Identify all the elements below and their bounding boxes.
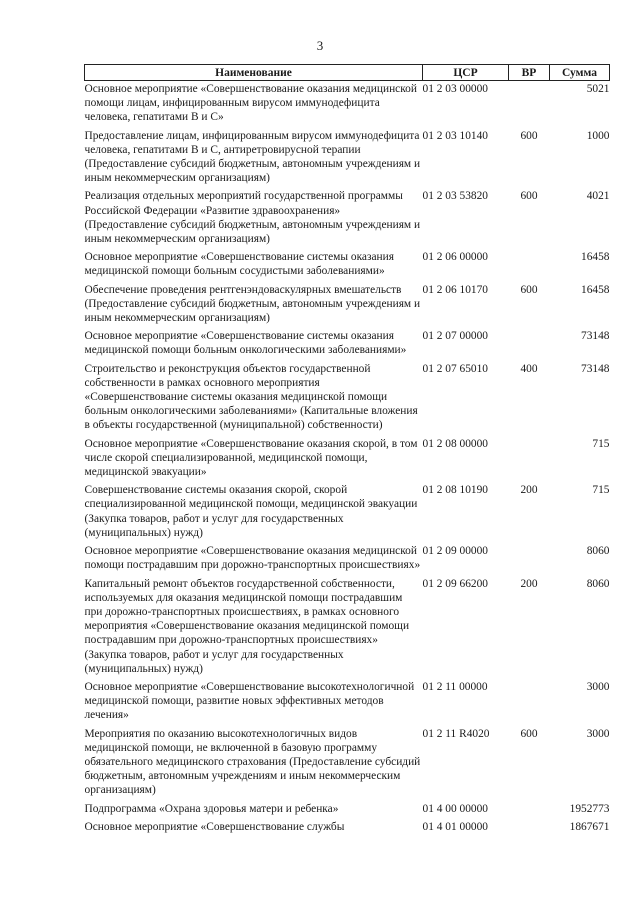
row-name: Основное мероприятие «Совершенствование оказания медицинской помощи лицам, инфицированным вирусом иммунодефицита человека, гепатитами B и C» bbox=[84, 83, 417, 124]
header-name: Наименование bbox=[85, 65, 423, 81]
row-name: Капитальный ремонт объектов государственной собственности, используемых для оказания медицинской помощи пострадавшим при дорожно-транспортных происшествиях, в рамках основного мероприятия «Совершенствование оказания медицинской помощи пострадавшим при дорожно-транспортных происшествиях» (Закупка товаров, работ и услуг для государственных (муниципальных) нужд) bbox=[84, 577, 410, 675]
table-row bbox=[85, 483, 610, 544]
table-row bbox=[85, 577, 610, 680]
row-csr: 01 2 06 10170 bbox=[422, 283, 488, 296]
row-csr: 01 2 09 00000 bbox=[422, 545, 488, 558]
row-name: Основное мероприятие «Совершенствование оказания медицинской помощи пострадавшим при дорожно-транспортных происшествиях» bbox=[84, 545, 421, 572]
row-name: Строительство и реконструкция объектов государственной собственности в рамках основного мероприятия «Совершенствование системы оказания медицинской помощи больным онкологическими заболеваниями» (Капитальные вложения в объекты государственной (муниципальной) собственности) bbox=[84, 362, 418, 432]
row-sum: 3000 bbox=[586, 680, 610, 693]
row-sum: 1952773 bbox=[569, 802, 610, 815]
page-number: 3 bbox=[316, 38, 324, 53]
table-row bbox=[85, 820, 610, 838]
row-sum: 1867671 bbox=[569, 820, 610, 833]
row-csr: 01 4 00 00000 bbox=[422, 802, 488, 815]
row-csr: 01 2 09 66200 bbox=[422, 577, 488, 590]
row-vr bbox=[509, 802, 550, 820]
table-row bbox=[85, 437, 610, 484]
row-vr bbox=[509, 820, 550, 838]
row-vr: 200 bbox=[520, 577, 538, 590]
row-sum: 5021 bbox=[586, 83, 610, 95]
table-row bbox=[85, 727, 610, 802]
row-sum: 73148 bbox=[581, 330, 610, 343]
table-row bbox=[85, 362, 610, 437]
table-header-row bbox=[85, 65, 610, 81]
table-row bbox=[85, 544, 610, 576]
row-csr: 01 2 11 R4020 bbox=[422, 727, 490, 740]
row-name: Основное мероприятие «Совершенствование системы оказания медицинской помощи больным онкологическими заболеваниями» bbox=[84, 330, 407, 357]
row-vr: 400 bbox=[520, 362, 538, 375]
row-name: Основное мероприятие «Совершенствование оказания скорой, в том числе скорой специализированной, медицинской помощи, медицинской эвакуации» bbox=[84, 437, 418, 479]
row-name: Основное мероприятие «Совершенствование высокотехнологичной медицинской помощи, развитие новых эффективных методов лечения» bbox=[84, 680, 415, 722]
row-sum: 715 bbox=[592, 437, 610, 450]
row-sum: 16458 bbox=[581, 251, 610, 264]
row-vr bbox=[509, 81, 550, 129]
row-sum: 1000 bbox=[586, 129, 610, 142]
row-name: Реализация отдельных мероприятий государственной программы Российской Федерации «Развитие здравоохранения» (Предоставление субсидий бюджетным, автономным учреждениям и иным некоммерческим организациям) bbox=[84, 190, 421, 246]
row-csr: 01 4 01 00000 bbox=[422, 820, 488, 833]
row-sum: 8060 bbox=[586, 577, 610, 590]
table-row bbox=[85, 680, 610, 727]
row-sum: 3000 bbox=[586, 727, 610, 740]
table-row bbox=[85, 802, 610, 820]
table-row bbox=[85, 189, 610, 250]
row-csr: 01 2 07 00000 bbox=[422, 330, 488, 343]
row-name: Совершенствование системы оказания скорой, скорой специализированной медицинской помощи, медицинской эвакуации (Закупка товаров, работ и услуг для государственных (муниципальных) нужд) bbox=[84, 484, 418, 539]
row-sum: 8060 bbox=[586, 545, 610, 558]
row-name: Мероприятия по оказанию высокотехнологичных видов медицинской помощи, не включенной в базовую программу обязательного медицинского страхования (Предоставление субсидий бюджетным, автономным учреждениям и иным некоммерческим организациям) bbox=[84, 727, 421, 797]
row-csr: 01 2 11 00000 bbox=[422, 680, 488, 693]
row-name: Предоставление лицам, инфицированным вирусом иммунодефицита человека, гепатитами B и C, антиретровирусной терапии (Предоставление субсидий бюджетным, автономным учреждениям и иным некоммерческим организациям) bbox=[84, 129, 421, 185]
budget-table bbox=[84, 64, 610, 838]
row-vr bbox=[509, 329, 550, 361]
row-vr: 600 bbox=[520, 727, 538, 740]
row-csr: 01 2 06 00000 bbox=[422, 251, 488, 264]
row-name: Основное мероприятие «Совершенствование системы оказания медицинской помощи больным сосудистыми заболеваниями» bbox=[84, 251, 394, 278]
table-body bbox=[85, 81, 610, 838]
row-vr: 600 bbox=[520, 129, 538, 142]
row-name: Обеспечение проведения рентгенэндоваскулярных вмешательств (Предоставление субсидий бюджетным, автономным учреждениям и иным некоммерческим организациям) bbox=[84, 283, 421, 325]
table-row bbox=[85, 329, 610, 361]
row-csr: 01 2 03 10140 bbox=[422, 129, 488, 142]
row-csr: 01 2 08 10190 bbox=[422, 484, 488, 497]
row-csr: 01 2 08 00000 bbox=[422, 437, 488, 450]
row-csr: 01 2 07 65010 bbox=[422, 362, 488, 375]
table-row bbox=[85, 250, 610, 282]
row-csr: 01 2 03 53820 bbox=[422, 190, 488, 203]
row-vr bbox=[509, 437, 550, 484]
header-vr: ВР bbox=[509, 65, 550, 81]
row-name: Подпрограмма «Охрана здоровья матери и ребенка» bbox=[84, 802, 339, 815]
row-vr bbox=[509, 680, 550, 727]
row-sum: 715 bbox=[592, 484, 610, 497]
table-row bbox=[85, 283, 610, 330]
table-row bbox=[85, 129, 610, 190]
row-vr bbox=[509, 544, 550, 576]
row-name: Основное мероприятие «Совершенствование службы bbox=[84, 820, 345, 833]
row-sum: 16458 bbox=[581, 283, 610, 296]
table-row bbox=[85, 81, 610, 129]
row-vr: 200 bbox=[520, 484, 538, 497]
header-csr: ЦСР bbox=[423, 65, 509, 81]
row-vr bbox=[509, 250, 550, 282]
row-vr: 600 bbox=[520, 190, 538, 203]
row-vr: 600 bbox=[520, 283, 538, 296]
row-sum: 73148 bbox=[581, 362, 610, 375]
header-sum: Сумма bbox=[550, 65, 610, 81]
row-sum: 4021 bbox=[586, 190, 610, 203]
row-csr: 01 2 03 00000 bbox=[422, 83, 488, 95]
